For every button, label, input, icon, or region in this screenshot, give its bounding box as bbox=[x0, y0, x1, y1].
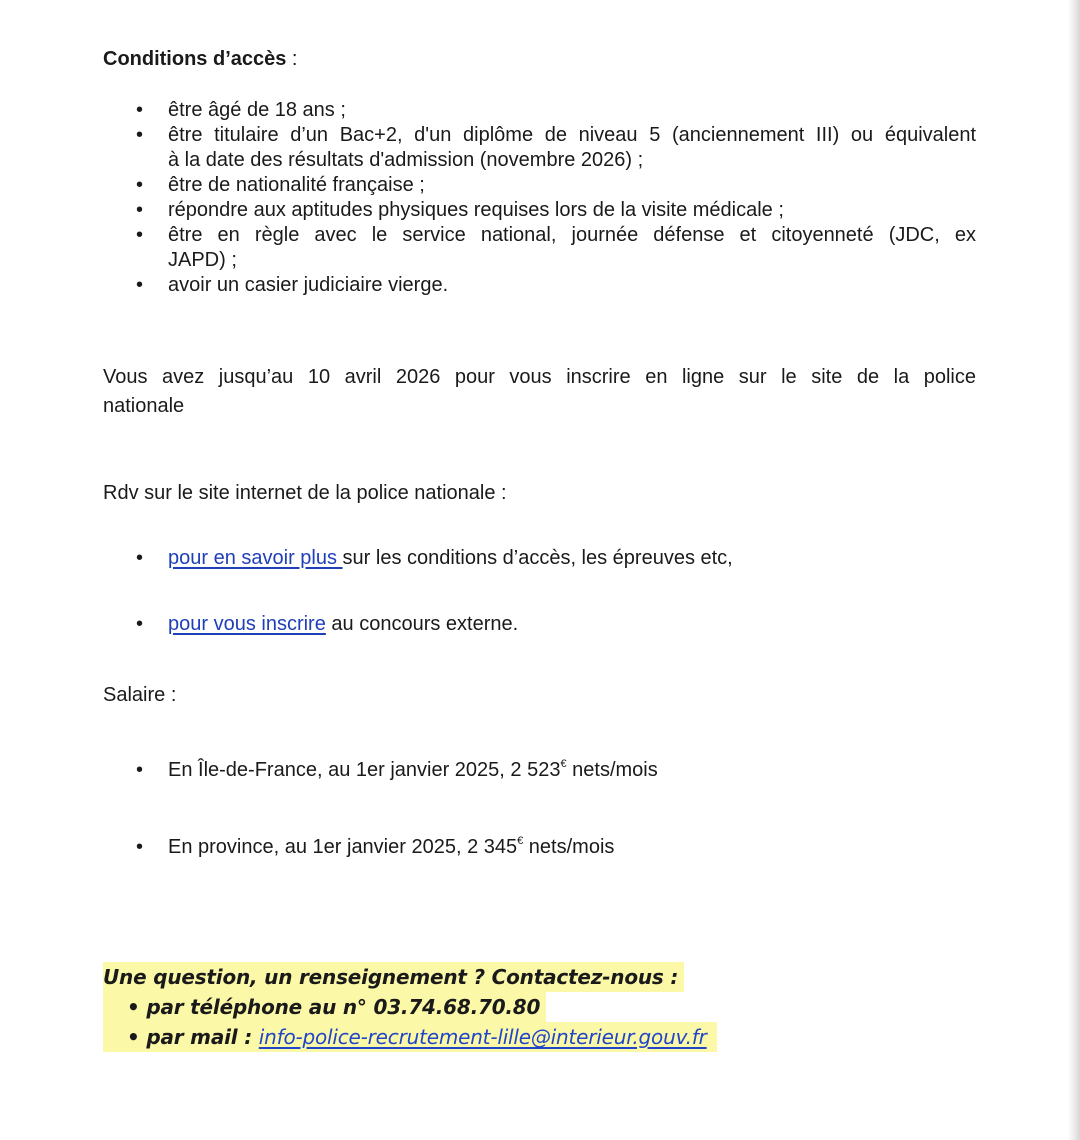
list-item: être de nationalité française ; bbox=[168, 174, 425, 196]
rdv-item-register: pour vous inscrire au concours externe. bbox=[168, 613, 519, 635]
bullet: • bbox=[136, 759, 144, 781]
list-item-continuation: à la date des résultats d'admission (novembre 2026) ; bbox=[168, 149, 644, 171]
list-item: être en règle avec le service national, journée défense et citoyenneté (JDC, ex bbox=[168, 224, 976, 246]
list-item-continuation: JAPD) ; bbox=[168, 249, 237, 271]
rdv-intro: Rdv sur le site internet de la police nationale : bbox=[103, 482, 507, 504]
contact-phone: • par téléphone au n° 03.74.68.70.80 bbox=[103, 992, 546, 1022]
contact-question: Une question, un renseignement ? Contactez-nous : bbox=[103, 962, 684, 992]
bullet: • bbox=[136, 613, 144, 635]
register-link[interactable]: pour vous inscrire bbox=[168, 613, 326, 635]
bullet: • bbox=[136, 99, 144, 121]
list-item: être âgé de 18 ans ; bbox=[168, 99, 346, 121]
rdv-item-info: pour en savoir plus sur les conditions d’accès, les épreuves etc, bbox=[168, 547, 733, 569]
deadline-text-continuation: nationale bbox=[103, 395, 185, 417]
list-item: avoir un casier judiciaire vierge. bbox=[168, 274, 449, 296]
contact-mail: • par mail : info-police-recrutement-lille@interieur.gouv.fr bbox=[103, 1022, 717, 1052]
email-link[interactable]: info-police-recrutement-lille@interieur.gouv.fr bbox=[258, 1025, 707, 1049]
conditions-heading: Conditions d’accès : bbox=[103, 48, 298, 70]
page-edge-shadow bbox=[1068, 0, 1080, 1140]
bullet: • bbox=[136, 836, 144, 858]
bullet: • bbox=[136, 124, 144, 146]
more-info-link[interactable]: pour en savoir plus bbox=[168, 547, 343, 569]
bullet: • bbox=[136, 547, 144, 569]
bullet: • bbox=[136, 174, 144, 196]
deadline-text: Vous avez jusqu’au 10 avril 2026 pour vous inscrire en ligne sur le site de la police bbox=[103, 366, 976, 388]
bullet: • bbox=[136, 274, 144, 296]
list-item: être titulaire d’un Bac+2, d'un diplôme de niveau 5 (anciennement III) ou équivalent bbox=[168, 124, 976, 146]
bullet: • bbox=[136, 199, 144, 221]
list-item: répondre aux aptitudes physiques requises lors de la visite médicale ; bbox=[168, 199, 784, 221]
bullet: • bbox=[136, 224, 144, 246]
salary-label: Salaire : bbox=[103, 684, 177, 706]
salary-idf: En Île-de-France, au 1er janvier 2025, 2 523€ nets/mois bbox=[168, 758, 658, 781]
salary-province: En province, au 1er janvier 2025, 2 345€ nets/mois bbox=[168, 835, 615, 858]
